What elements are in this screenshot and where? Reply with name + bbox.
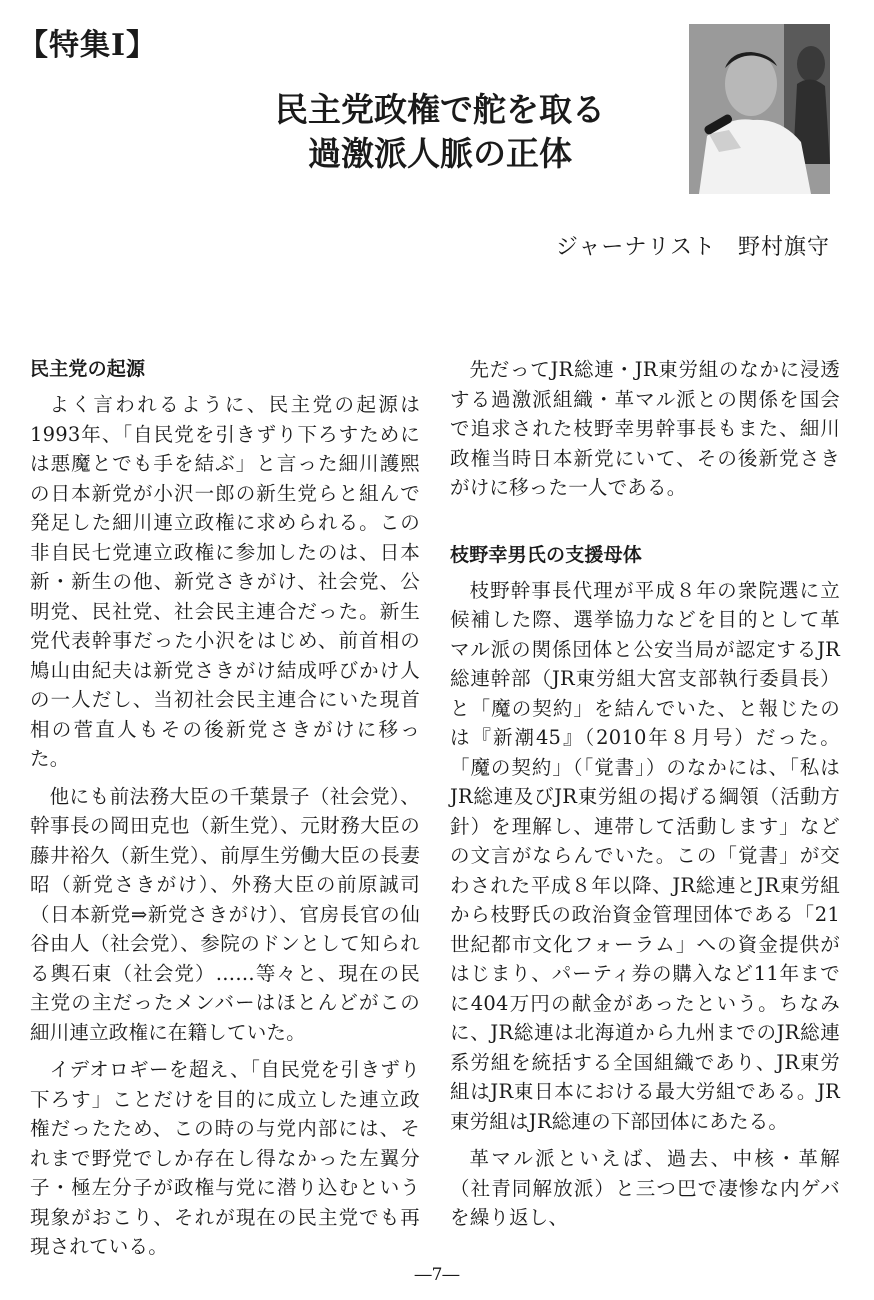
byline-role: ジャーナリスト [555, 235, 716, 260]
left-column [30, 355, 420, 1270]
author-name: 野村旗守 [737, 235, 830, 260]
section-heading: 民主党の起源 [30, 358, 146, 380]
author-photo [689, 24, 830, 194]
paragraph: よく言われるように、民主党の起源は1993年、「自民党を引きずり下ろすためには悪魔とでも手を結ぶ」と言った細川護煕の日本新党が小沢一郎の新生党らと組んで発足した細川連立政権に求められる。この非自民七党連立政権に参加したのは、日本新・新生の他、新党さきがけ、社会党、公明党、民社党、社会民主連合だった。新生党代表幹事だった小沢をはじめ、前首相の鳩山由紀夫は新党さきがけ結成呼びかけ人の一人だし、当初社会民主連合にいた現首相の菅直人もその後新党さきがけに移った。 [30, 393, 420, 770]
article-title [230, 88, 650, 176]
paragraph: イデオロギーを超え、「自民党を引きずり下ろす」ことだけを目的に成立した連立政権だったため、この時の与党内部には、それまで野党でしか存在し得なかった左翼分子・極左分子が政権与党に潜り込むという現象がおこり、それが現在の民主党でも再現されている。 [30, 1058, 420, 1258]
feature-tag: 【特集Ⅰ】 [18, 28, 158, 63]
section-heading: 枝野幸男氏の支援母体 [450, 543, 643, 566]
right-column [450, 355, 840, 1241]
paragraph: 先だってJR総連・JR東労組のなかに浸透する過激派組織・革マル派との関係を国会で追求された枝野幸男幹事長もまた、細川政権当時日本新党にいて、その後新党さきがけに移った一人である。 [450, 358, 840, 499]
byline [400, 230, 830, 261]
article-title-line-1: 民主党政権で舵を取る [275, 90, 605, 129]
paragraph: 革マル派といえば、過去、中核・革解（社青同解放派）と三つ巴で凄惨な内ゲバを繰り返し、 [450, 1147, 840, 1229]
paragraph: 枝野幹事長代理が平成８年の衆院選に立候補した際、選挙協力などを目的として革マル派の関係団体と公安当局が認定するJR総連幹部（JR東労組大宮支部執行委員長）と「魔の契約」を結んでいた、と報じたのは『新潮45』（2010年８月号）だった。「魔の契約」（「覚書」）のなかには、「私はJR総連及びJR東労組の掲げる綱領（活動方針）を理解し、連帯して活動します」などの文言がならんでいた。この「覚書」が交わされた平成８年以降、JR総連とJR東労組から枝野氏の政治資金管理団体である「21世紀都市文化フォーラム」への資金提供がはじまり、パーティ券の購入など11年までに404万円の献金があったという。ちなみに、JR総連は北海道から九州までのJR総連系労組を統括する全国組織であり、JR東労組はJR東日本における最大労組である。JR東労組はJR総連の下部団体にあたる。 [450, 578, 840, 1133]
article-title-line-2: 過激派人脈の正体 [308, 134, 572, 173]
page-number: ―7― [414, 1265, 460, 1285]
paragraph: 他にも前法務大臣の千葉景子（社会党）、幹事長の岡田克也（新生党）、元財務大臣の藤井裕久（新生党）、前厚生労働大臣の長妻昭（新党さきがけ）、外務大臣の前原誠司（日本新党⇒新党さきがけ）、官房長官の仙谷由人（社会党）、参院のドンとして知られる輿石東（社会党）……等々と、現在の民主党の主だったメンバーはほとんどがこの細川連立政権に在籍していた。 [30, 784, 420, 1044]
author-photo-icon [689, 24, 830, 194]
